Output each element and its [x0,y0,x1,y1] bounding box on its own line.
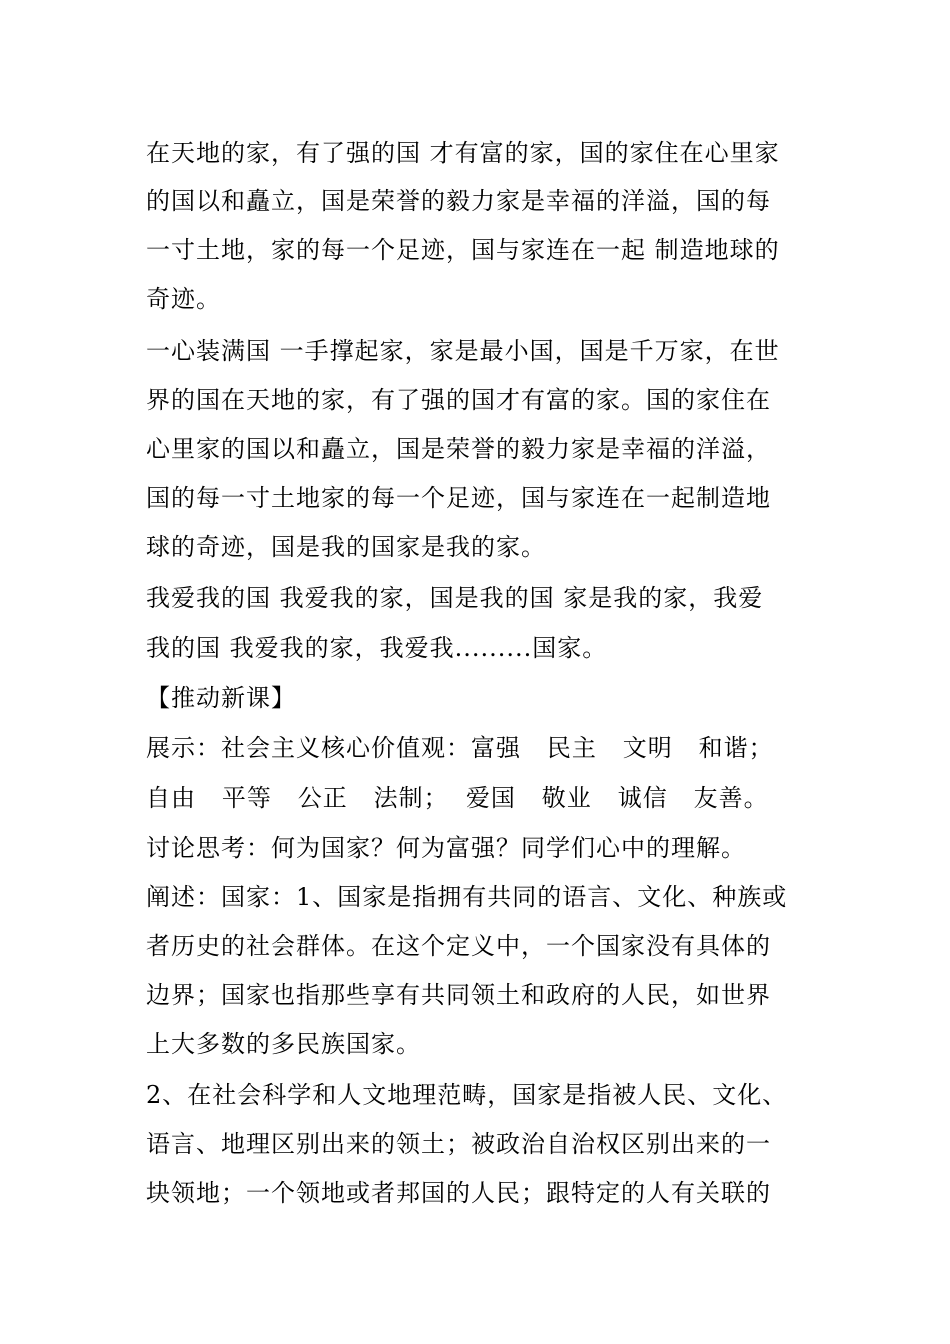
text-line: 块领地；一个领地或者邦国的人民；跟特定的人有关联的 [146,1179,771,1207]
text-line: 国的每一寸土地家的每一个足迹，国与家连在一起制造地 [146,484,771,512]
section-heading: 【推动新课】 [146,684,296,712]
text-line: 在天地的家，有了强的国 才有富的家，国的家住在心里家 [146,139,780,167]
text-line: 我爱我的国 我爱我的家，国是我的国 家是我的家，我爱 [146,584,764,612]
text-line: 一寸土地，家的每一个足迹，国与家连在一起 制造地球的 [146,236,780,264]
text-line: 奇迹。 [146,285,221,313]
text-line: 边界；国家也指那些享有共同领土和政府的人民，如世界 [146,981,771,1009]
text-line: 者历史的社会群体。在这个定义中，一个国家没有具体的 [146,932,771,960]
text-line: 语言、地理区别出来的领土；被政治自治权区别出来的一 [146,1130,771,1158]
text-line: 球的奇迹，国是我的国家是我的家。 [146,533,546,561]
text-line: 展示：社会主义核心价值观：富强 民主 文明 和谐； [146,734,774,762]
text-line: 的国以和矗立，国是荣誉的毅力家是幸福的洋溢，国的每 [146,187,771,215]
text-line: 心里家的国以和矗立，国是荣誉的毅力家是幸福的洋溢， [146,435,771,463]
text-line: 2、在社会科学和人文地理范畴，国家是指被人民、文化、 [146,1081,788,1109]
text-line: 阐述：国家：1、国家是指拥有共同的语言、文化、种族或 [146,883,788,911]
text-line: 我的国 我爱我的家，我爱我.........国家。 [146,634,608,662]
text-line: 上大多数的多民族国家。 [146,1030,421,1058]
text-line: 讨论思考：何为国家？何为富强？同学们心中的理解。 [146,834,746,862]
text-line: 一心装满国 一手撑起家，家是最小国，国是千万家，在世 [146,337,780,365]
text-line: 界的国在天地的家，有了强的国才有富的家。国的家住在 [146,386,771,414]
text-line: 自由 平等 公正 法制； 爱国 敬业 诚信 友善。 [146,784,769,812]
